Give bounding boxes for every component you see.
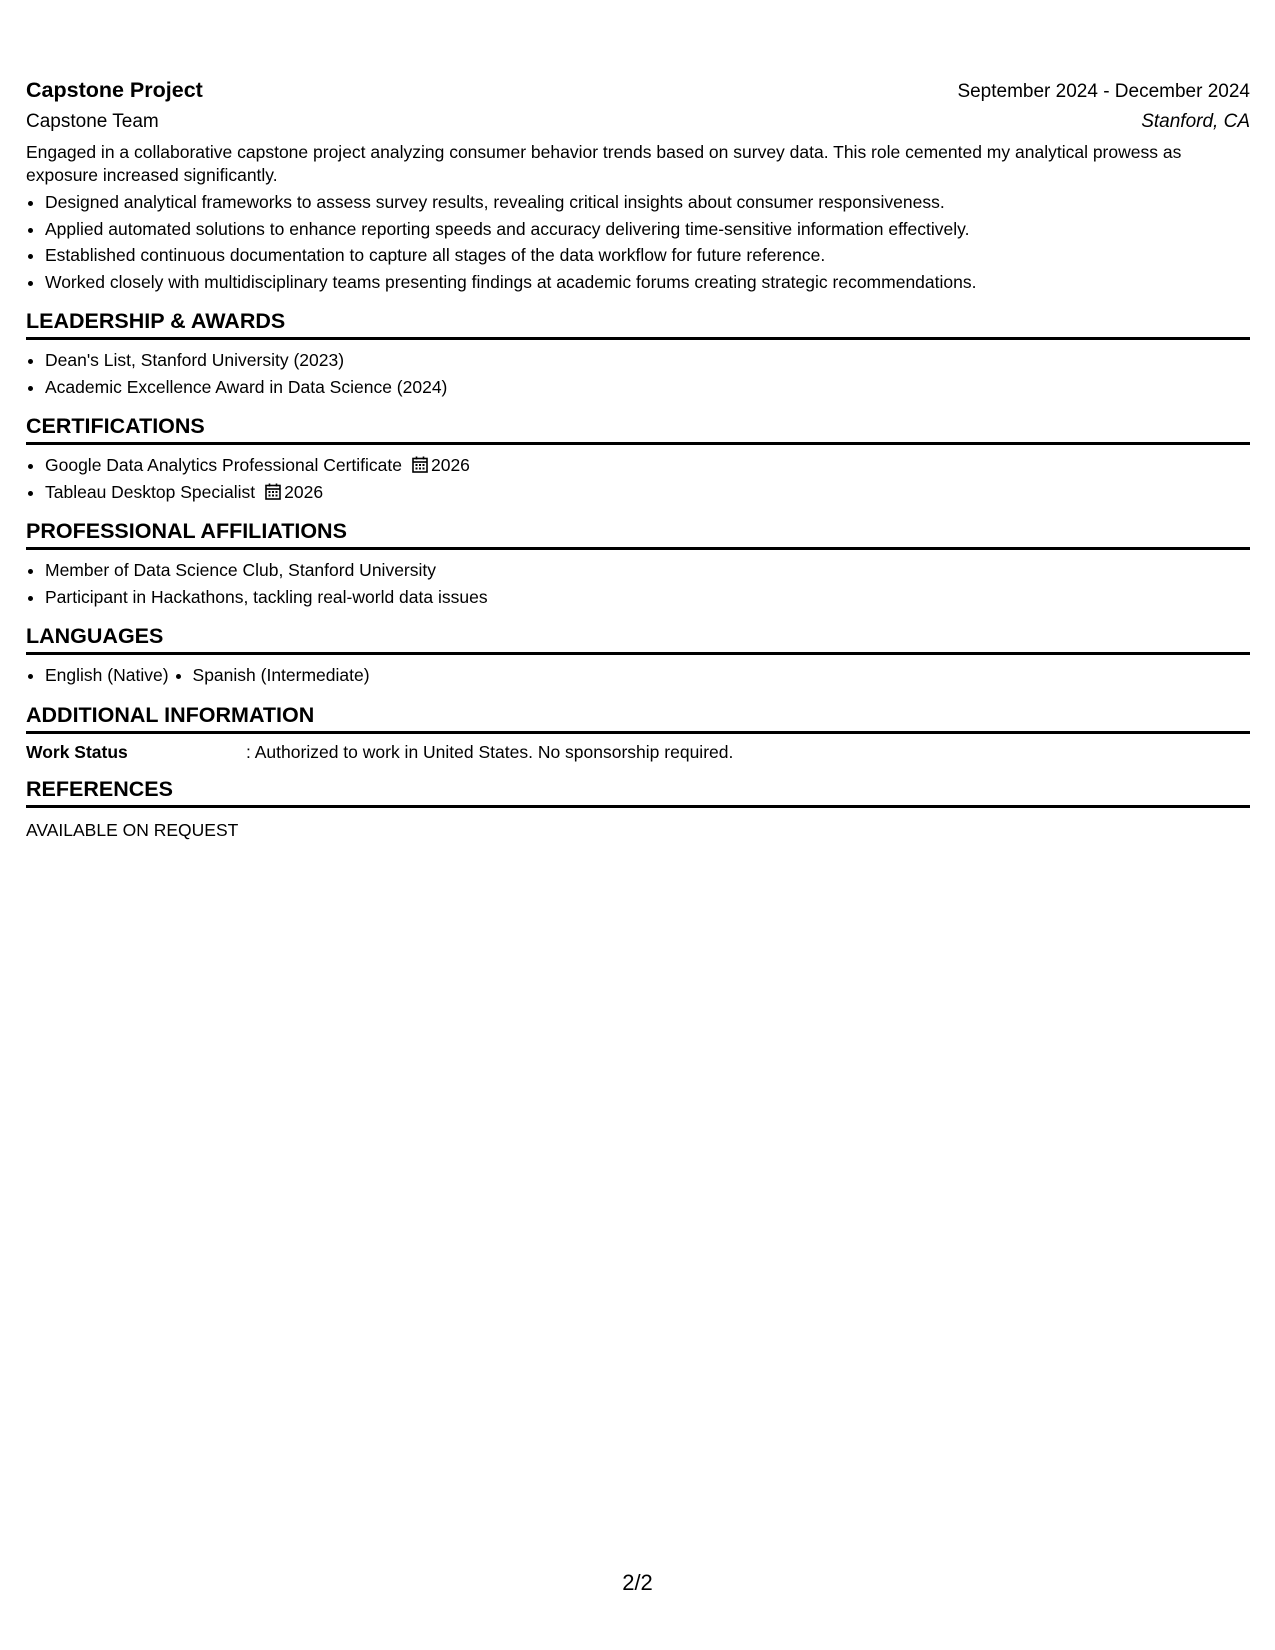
certification-year: 2026 bbox=[284, 481, 324, 502]
calendar-icon bbox=[265, 483, 281, 500]
references-section bbox=[26, 777, 1250, 841]
list-item: • Spanish (Intermediate) bbox=[193, 662, 370, 689]
project-dates: September 2024 - December 2024 bbox=[957, 81, 1250, 102]
references-text: AVAILABLE ON REQUEST bbox=[26, 819, 239, 840]
certification-year: 2026 bbox=[430, 455, 470, 475]
project-title: Capstone Project bbox=[26, 78, 203, 102]
list-item: • Designed analytical frameworks to assess survey results, revealing critical insights about consumer responsiveness. bbox=[45, 189, 1250, 216]
work-status-row bbox=[26, 742, 1250, 763]
certifications-section bbox=[26, 414, 1250, 505]
list-item: • Dean's List, Stanford University (2023) bbox=[45, 347, 1250, 374]
project-bullets bbox=[26, 189, 1250, 295]
list-item: • Participant in Hackathons, tackling real-world data issues bbox=[45, 584, 1250, 611]
section-heading: ADDITIONAL INFORMATION bbox=[26, 703, 1250, 734]
section-heading: REFERENCES bbox=[26, 777, 1250, 808]
work-status-value: : Authorized to work in United States. No sponsorship required. bbox=[246, 741, 734, 762]
certification-name: Tableau Desktop Specialist bbox=[45, 481, 256, 502]
languages-section bbox=[26, 624, 1250, 689]
section-heading: PROFESSIONAL AFFILIATIONS bbox=[26, 519, 1250, 550]
section-heading: LEADERSHIP & AWARDS bbox=[26, 309, 1250, 340]
affiliations-section bbox=[26, 519, 1250, 610]
additional-info-section bbox=[26, 703, 1250, 763]
resume-page bbox=[26, 0, 1250, 841]
section-heading: CERTIFICATIONS bbox=[26, 414, 1250, 445]
work-status-label: Work Status bbox=[26, 741, 128, 762]
page-number: 2/2 bbox=[622, 1570, 653, 1595]
project-organization: Capstone Team bbox=[26, 111, 159, 132]
project-description: Engaged in a collaborative capstone project analyzing consumer behavior trends based on survey data. This role cemented my analytical prowess as exposure increased significantly. bbox=[26, 142, 1182, 185]
project-entry bbox=[26, 78, 1250, 295]
list-item: • English (Native) bbox=[45, 662, 169, 689]
list-item bbox=[45, 479, 1250, 506]
list-item: • Academic Excellence Award in Data Science (2024) bbox=[45, 374, 1250, 401]
list-item: • Established continuous documentation to capture all stages of the data workflow for future reference. bbox=[45, 242, 1250, 269]
certification-name: Google Data Analytics Professional Certificate bbox=[45, 455, 402, 475]
calendar-icon bbox=[412, 456, 428, 473]
leadership-section bbox=[26, 309, 1250, 400]
list-item: • Member of Data Science Club, Stanford University bbox=[45, 557, 1250, 584]
project-location: Stanford, CA bbox=[1141, 111, 1250, 132]
list-item: • Worked closely with multidisciplinary teams presenting findings at academic forums creating strategic recommendations. bbox=[45, 269, 1250, 296]
list-item bbox=[45, 452, 1250, 479]
languages-list bbox=[26, 662, 1250, 689]
list-item: • Applied automated solutions to enhance reporting speeds and accuracy delivering time-sensitive information effectively. bbox=[45, 216, 1250, 243]
section-heading: LANGUAGES bbox=[26, 624, 1250, 655]
